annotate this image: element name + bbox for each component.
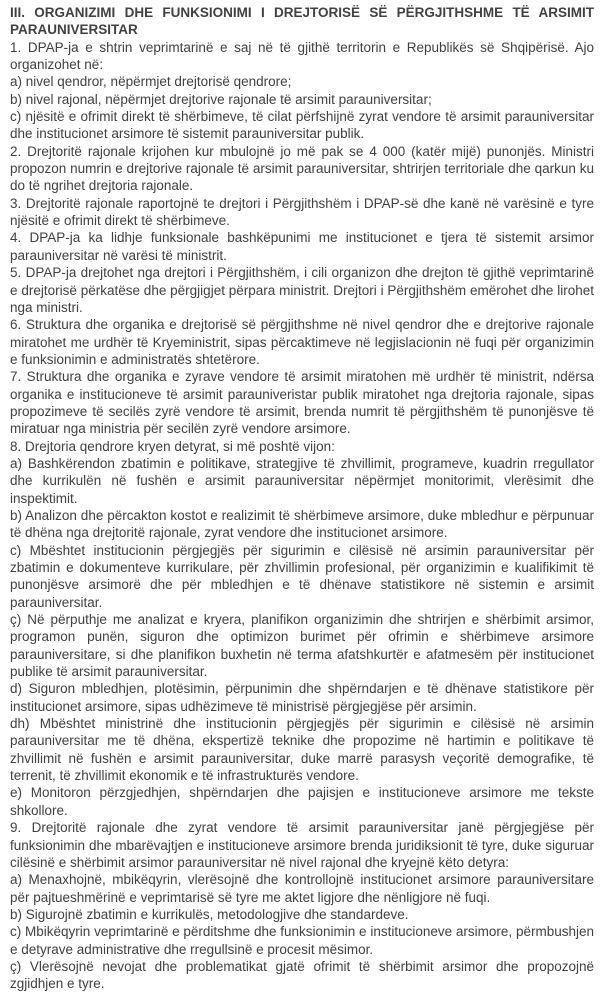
paragraph-item-7: 7. Struktura dhe organika e zyrave vendore të arsimit miratohen më urdhër të ministrit, ndërsa organika e institucioneve të arsimit parauniveristar publik miratohet nga drejtoria rajonale, sipas propozimeve të secilës zyrë vendore të arsimit, brenda numrit të përgjithshëm të punonjësve të miratuar nga ministria për secilën zyrë vendore arsimore.	[10, 369, 594, 437]
paragraph-item-4: 4. DPAP-ja ka lidhje funksionale bashkëpunimi me institucionet e tjera të sistemit arsimor parauniversitar në varësi të ministrit.	[10, 230, 594, 263]
paragraph-list-a: a) nivel qendror, nëpërmjet drejtorisë qendrore;	[10, 74, 292, 90]
paragraph-item-3: 3. Drejtoritë rajonale raportojnë te drejtori i Përgjithshëm i DPAP-së dhe kanë në varësinë e tyre njësitë e ofrimit direkt të shërbimeve.	[10, 195, 594, 229]
paragraph-item-8: 8. Drejtoria qendrore kryen detyrat, si më poshtë vijon:	[10, 438, 335, 454]
paragraph-list-b: b) nivel rajonal, nëpërmjet drejtorive rajonale të arsimit parauniversitar;	[10, 91, 432, 107]
paragraph-item-8dh: dh) Mbështet ministrinë dhe institucionin përgjegjës për sigurimin e cilësisë në arsimin parauniversitar me të dhëna, ekspertizë teknike dhe propozime në hartimin e politikave të zhvillimit në fushën e arsimit parauniversitar, duke marrë parasysh veçoritë demografike, të terrenit, të zhvillimit ekonomik e të infrastrukturës vendore.	[10, 716, 594, 784]
paragraph-item-8d: d) Siguron mbledhjen, plotësimin, përpunimin dhe shpërndarjen e të dhënave statistikore për institucionet arsimore, sipas udhëzimeve të ministrisë përgjegjëse për arsimin.	[10, 681, 594, 714]
paragraph-list-c: c) njësitë e ofrimit direkt të shërbimeve, të cilat përfshijnë zyrat vendore të arsimit parauniversitar dhe institucionet arsimore të sistemit parauniversitar publik.	[10, 109, 594, 142]
paragraph-item-8ç: ç) Në përputhje me analizat e kryera, planifikon organizimin dhe shtrirjen e shërbimit arsimor, programon punën, siguron dhe optimizon burimet për ofrimin e shërbimeve arsimore parauniversitare, si dhe planifikon buxhetin në terma afatshkurtër e afatmesëm për institucionet publike të arsimit parauniversitar.	[10, 612, 594, 680]
paragraph-item-8e: e) Monitoron përzgjedhjen, shpërndarjen dhe pajisjen e institucioneve arsimore me tekste shkollore.	[10, 785, 594, 818]
paragraph-item-5: 5. DPAP-ja drejtohet nga drejtori i Përgjithshëm, i cili organizon dhe drejton të gjithë veprimtarinë e drejtorisë përkatëse dhe përgjigjet përpara ministrit. Drejtori i Përgjithshëm emërohet dhe lirohet nga ministri.	[10, 265, 594, 315]
paragraph-item-9a: a) Menaxhojnë, mbikëqyrin, vlerësojnë dhe kontrollojnë institucionet arsimore parauniversitare për pajtueshmërinë e veprimtarisë së tyre me aktet ligjore dhe nënligjore në fuqi.	[10, 872, 594, 905]
paragraph-item-6: 6. Struktura dhe organika e drejtorisë së përgjithshme në nivel qendror dhe e drejtorive rajonale miratohet me urdhër të Kryeministrit, sipas përcaktimeve në legjislacionin në fuqi për organizimin e funksionimin e administratës shtetërore.	[10, 317, 594, 367]
paragraph-item-9: 9. Drejtoritë rajonale dhe zyrat vendore të arsimit parauniversitar janë përgjegjëse për funksionimin dhe mbarëvajtjen e institucioneve arsimore brenda juridiksionit të tyre, duke siguruar cilësinë e shërbimit arsimor parauniversitar në nivel rajonal dhe kryejnë këto detyra:	[10, 820, 594, 870]
paragraph-item-8c: c) Mbështet institucionin përgjegjës për sigurimin e cilësisë në arsimin parauniversitar për zbatimin e dokumenteve kurrikulare, për zhvillimin profesional, për organizimin e kualifikimit të punonjësve arsimorë dhe për mbledhjen e të dhënave statistikore në sistemin e arsimit parauniversitar.	[10, 542, 594, 610]
paragraph-item-9c: c) Mbikëqyrin veprimtarinë e përditshme dhe funksionimin e institucioneve arsimore, përmbushjen e detyrave administrative dhe rregullsinë e procesit mësimor.	[10, 924, 594, 957]
paragraph-item-9b: b) Sigurojnë zbatimin e kurrikulës, metodologjive dhe standardeve.	[10, 906, 409, 922]
paragraph-item-9ç: ç) Vlerësojnë nevojat dhe problematikat gjatë ofrimit të shërbimit arsimor dhe propozojnë zgjidhjen e tyre.	[10, 958, 594, 992]
section-heading: III. ORGANIZIMI DHE FUNKSIONIMI I DREJTORISË SË PËRGJITHSHME TË ARSIMIT PARAUNIVERSITAR	[10, 5, 594, 38]
paragraph-item-2: 2. Drejtoritë rajonale krijohen kur mbulojnë jo më pak se 4 000 (katër mijë) punonjës. Ministri propozon numrin e drejtorive rajonale të arsimit parauniversitar, shtrirjen territoriale dhe qarkun ku do të ngrihet drejtoria rajonale.	[10, 143, 594, 194]
paragraph-item-1: 1. DPAP-ja e shtrin veprimtarinë e saj në të gjithë territorin e Republikës së Shqipërisë. Ajo organizohet në:	[10, 39, 594, 73]
paragraph-item-8a: a) Bashkërendon zbatimin e politikave, strategjive të zhvillimit, programeve, kuadrin rregullator dhe kurrikulën në fushën e arsimit parauniversitar nëpërmjet monitorimit, vlerësimit dhe inspektimit.	[10, 455, 594, 506]
paragraph-item-8b: b) Analizon dhe përcakton kostot e realizimit të shërbimeve arsimore, duke mbledhur e përpunuar të dhëna nga drejtoritë rajonale, zyrat vendore dhe institucionet arsimore.	[10, 507, 594, 541]
